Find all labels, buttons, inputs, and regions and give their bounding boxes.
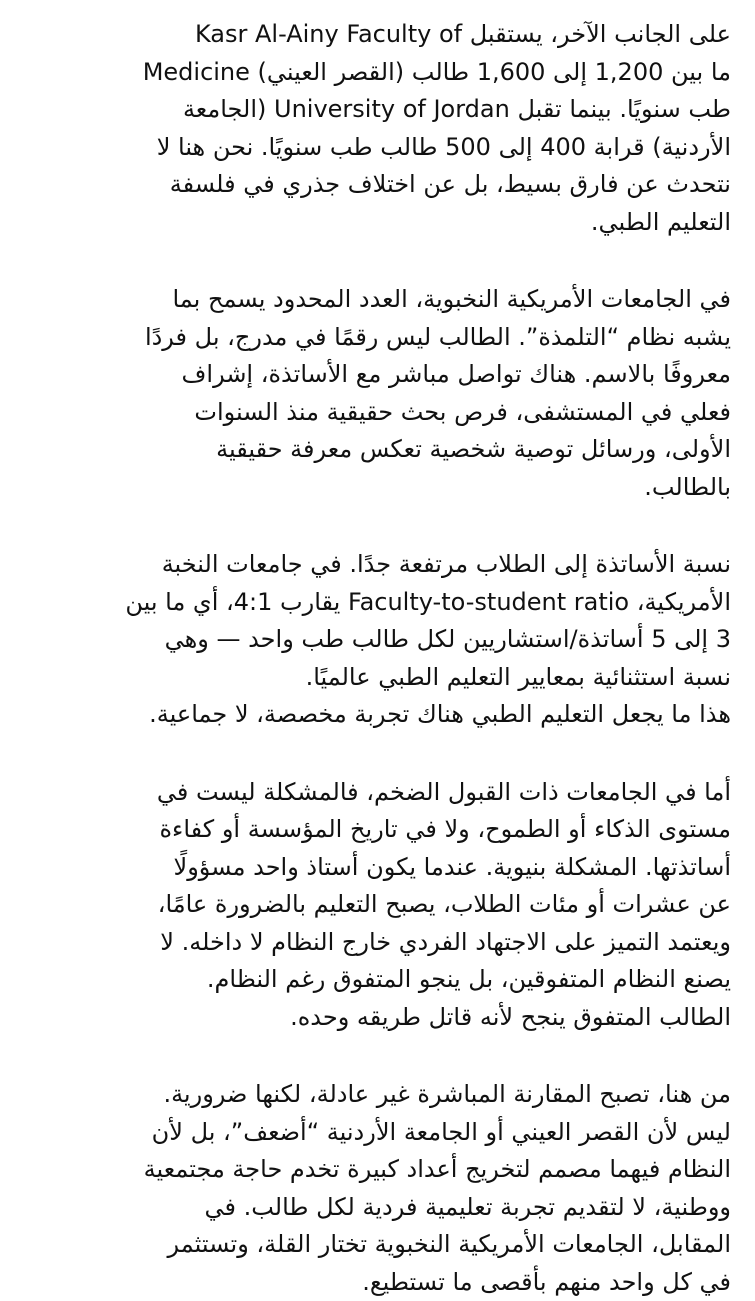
text-line: ووطنية، لا لتقديم تجربة تعليمية فردية لكل طالب. في <box>24 1189 731 1227</box>
text-line: المقابل، الجامعات الأمريكية النخبوية تختار القلة، وتستثمر <box>24 1226 731 1264</box>
text-line: الأولى، ورسائل توصية شخصية تعكس معرفة حقيقية <box>24 431 731 469</box>
text-line: الأمريكية، Faculty-to-student ratio يقارب 4:1، أي ما بين <box>24 584 731 622</box>
text-line: نتحدث عن فارق بسيط، بل عن اختلاف جذري في فلسفة <box>24 166 731 204</box>
text-line: نسبة استثنائية بمعايير التعليم الطبي عالميًا. <box>24 659 731 697</box>
paragraph-structural-problem <box>24 774 731 1037</box>
text-line: نسبة الأساتذة إلى الطلاب مرتفعة جدًا. في جامعات النخبة <box>24 546 731 584</box>
text-line: من هنا، تصبح المقارنة المباشرة غير عادلة، لكنها ضرورية. <box>24 1076 731 1114</box>
text-line: التعليم الطبي. <box>24 204 731 242</box>
text-line: الأردنية) قرابة 400 إلى 500 طالب طب سنويًا. نحن هنا لا <box>24 129 731 167</box>
text-line: الطالب المتفوق ينجح لأنه قاتل طريقه وحده. <box>24 999 731 1037</box>
text-line: ليس لأن القصر العيني أو الجامعة الأردنية “أضعف”، بل لأن <box>24 1114 731 1152</box>
paragraph-conclusion <box>24 1076 731 1301</box>
text-line: يصنع النظام المتفوقين، بل ينجو المتفوق رغم النظام. <box>24 961 731 999</box>
paragraph-admissions-comparison <box>24 16 731 241</box>
text-line: Medicine (القصر العيني) ما بين 1,200 إلى 1,600 طالب <box>24 54 731 92</box>
paragraph-apprenticeship <box>24 281 731 506</box>
text-line: النظام فيهما مصمم لتخريج أعداد كبيرة تخدم حاجة مجتمعية <box>24 1151 731 1189</box>
text-line: مستوى الذكاء أو الطموح، ولا في تاريخ المؤسسة أو كفاءة <box>24 811 731 849</box>
text-line: في الجامعات الأمريكية النخبوية، العدد المحدود يسمح بما <box>24 281 731 319</box>
text-line: بالطالب. <box>24 469 731 507</box>
text-line: هذا ما يجعل التعليم الطبي هناك تجربة مخصصة، لا جماعية. <box>24 696 731 734</box>
text-line: معروفًا بالاسم. هناك تواصل مباشر مع الأساتذة، إشراف <box>24 356 731 394</box>
text-line: عن عشرات أو مئات الطلاب، يصبح التعليم بالضرورة عامًا، <box>24 886 731 924</box>
text-line: على الجانب الآخر، يستقبل Kasr Al-Ainy Faculty of <box>24 16 731 54</box>
text-line: ويعتمد التميز على الاجتهاد الفردي خارج النظام لا داخله. لا <box>24 924 731 962</box>
text-line: أما في الجامعات ذات القبول الضخم، فالمشكلة ليست في <box>24 774 731 812</box>
text-line: 3 إلى 5 أساتذة/استشاريين لكل طالب طب واحد — وهي <box>24 621 731 659</box>
paragraph-faculty-ratio <box>24 546 731 734</box>
text-line: في كل واحد منهم بأقصى ما تستطيع. <box>24 1264 731 1301</box>
text-line: أساتذتها. المشكلة بنيوية. عندما يكون أستاذ واحد مسؤولًا <box>24 849 731 887</box>
text-line: طب سنويًا. بينما تقبل University of Jordan (الجامعة <box>24 91 731 129</box>
text-line: فعلي في المستشفى، فرص بحث حقيقية منذ السنوات <box>24 394 731 432</box>
text-line: يشبه نظام “التلمذة”. الطالب ليس رقمًا في مدرج، بل فردًا <box>24 319 731 357</box>
